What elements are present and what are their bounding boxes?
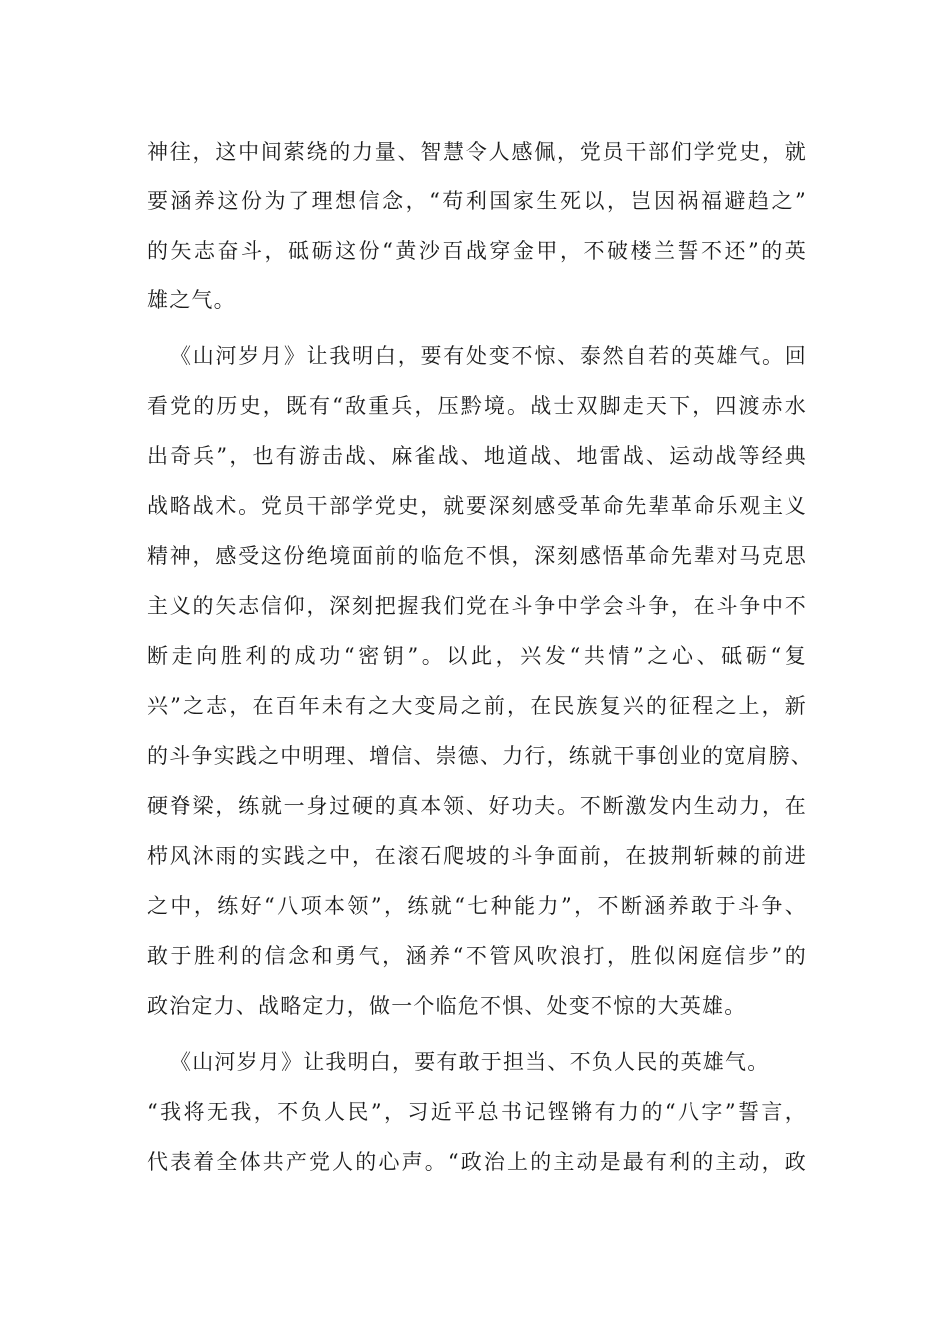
text-line-19: 《山河岁月》让我明白，要有敢于担当、不负人民的英雄气。	[170, 1050, 770, 1074]
text-line-17: 敢于胜利的信念和勇气，涵养“不管风吹浪打，胜似闲庭信步”的	[147, 944, 807, 968]
text-line-15: 栉风沐雨的实践之中，在滚石爬坡的斗争面前，在披荆斩棘的前进	[147, 844, 807, 868]
text-line-6: 看党的历史，既有“敌重兵，压黔境。战士双脚走天下，四渡赤水	[147, 394, 807, 418]
text-line-9: 精神，感受这份绝境面前的临危不惧，深刻感悟革命先辈对马克思	[147, 544, 807, 568]
text-line-5: 《山河岁月》让我明白，要有处变不惊、泰然自若的英雄气。回	[170, 344, 807, 368]
text-line-2: 要涵养这份为了理想信念，“苟利国家生死以，岂因祸福避趋之”	[147, 189, 807, 213]
text-line-12: 兴”之志，在百年未有之大变局之前，在民族复兴的征程之上，新	[147, 694, 807, 718]
text-line-21: 代表着全体共产党人的心声。“政治上的主动是最有利的主动，政	[147, 1150, 807, 1174]
text-line-20: “我将无我，不负人民”，习近平总书记铿锵有力的“八字”誓言，	[147, 1100, 807, 1124]
text-line-11: 断走向胜利的成功“密钥”。以此，兴发“共情”之心、砥砺“复	[147, 644, 807, 668]
text-line-13: 的斗争实践之中明理、增信、崇德、力行，练就干事创业的宽肩膀、	[147, 744, 813, 768]
text-line-8: 战略战术。党员干部学党史，就要深刻感受革命先辈革命乐观主义	[147, 494, 807, 518]
text-line-7: 出奇兵”，也有游击战、麻雀战、地道战、地雷战、运动战等经典	[147, 444, 807, 468]
text-line-4: 雄之气。	[147, 288, 236, 312]
text-line-3: 的矢志奋斗，砥砺这份“黄沙百战穿金甲，不破楼兰誓不还”的英	[147, 239, 807, 263]
text-line-14: 硬脊梁，练就一身过硬的真本领、好功夫。不断激发内生动力，在	[147, 794, 807, 818]
text-line-10: 主义的矢志信仰，深刻把握我们党在斗争中学会斗争，在斗争中不	[147, 594, 807, 618]
text-line-16: 之中，练好“八项本领”，练就“七种能力”，不断涵养敢于斗争、	[147, 894, 807, 918]
text-line-18: 政治定力、战略定力，做一个临危不惧、处变不惊的大英雄。	[147, 994, 747, 1018]
text-line-1: 神往，这中间萦绕的力量、智慧令人感佩，党员干部们学党史，就	[147, 140, 807, 164]
